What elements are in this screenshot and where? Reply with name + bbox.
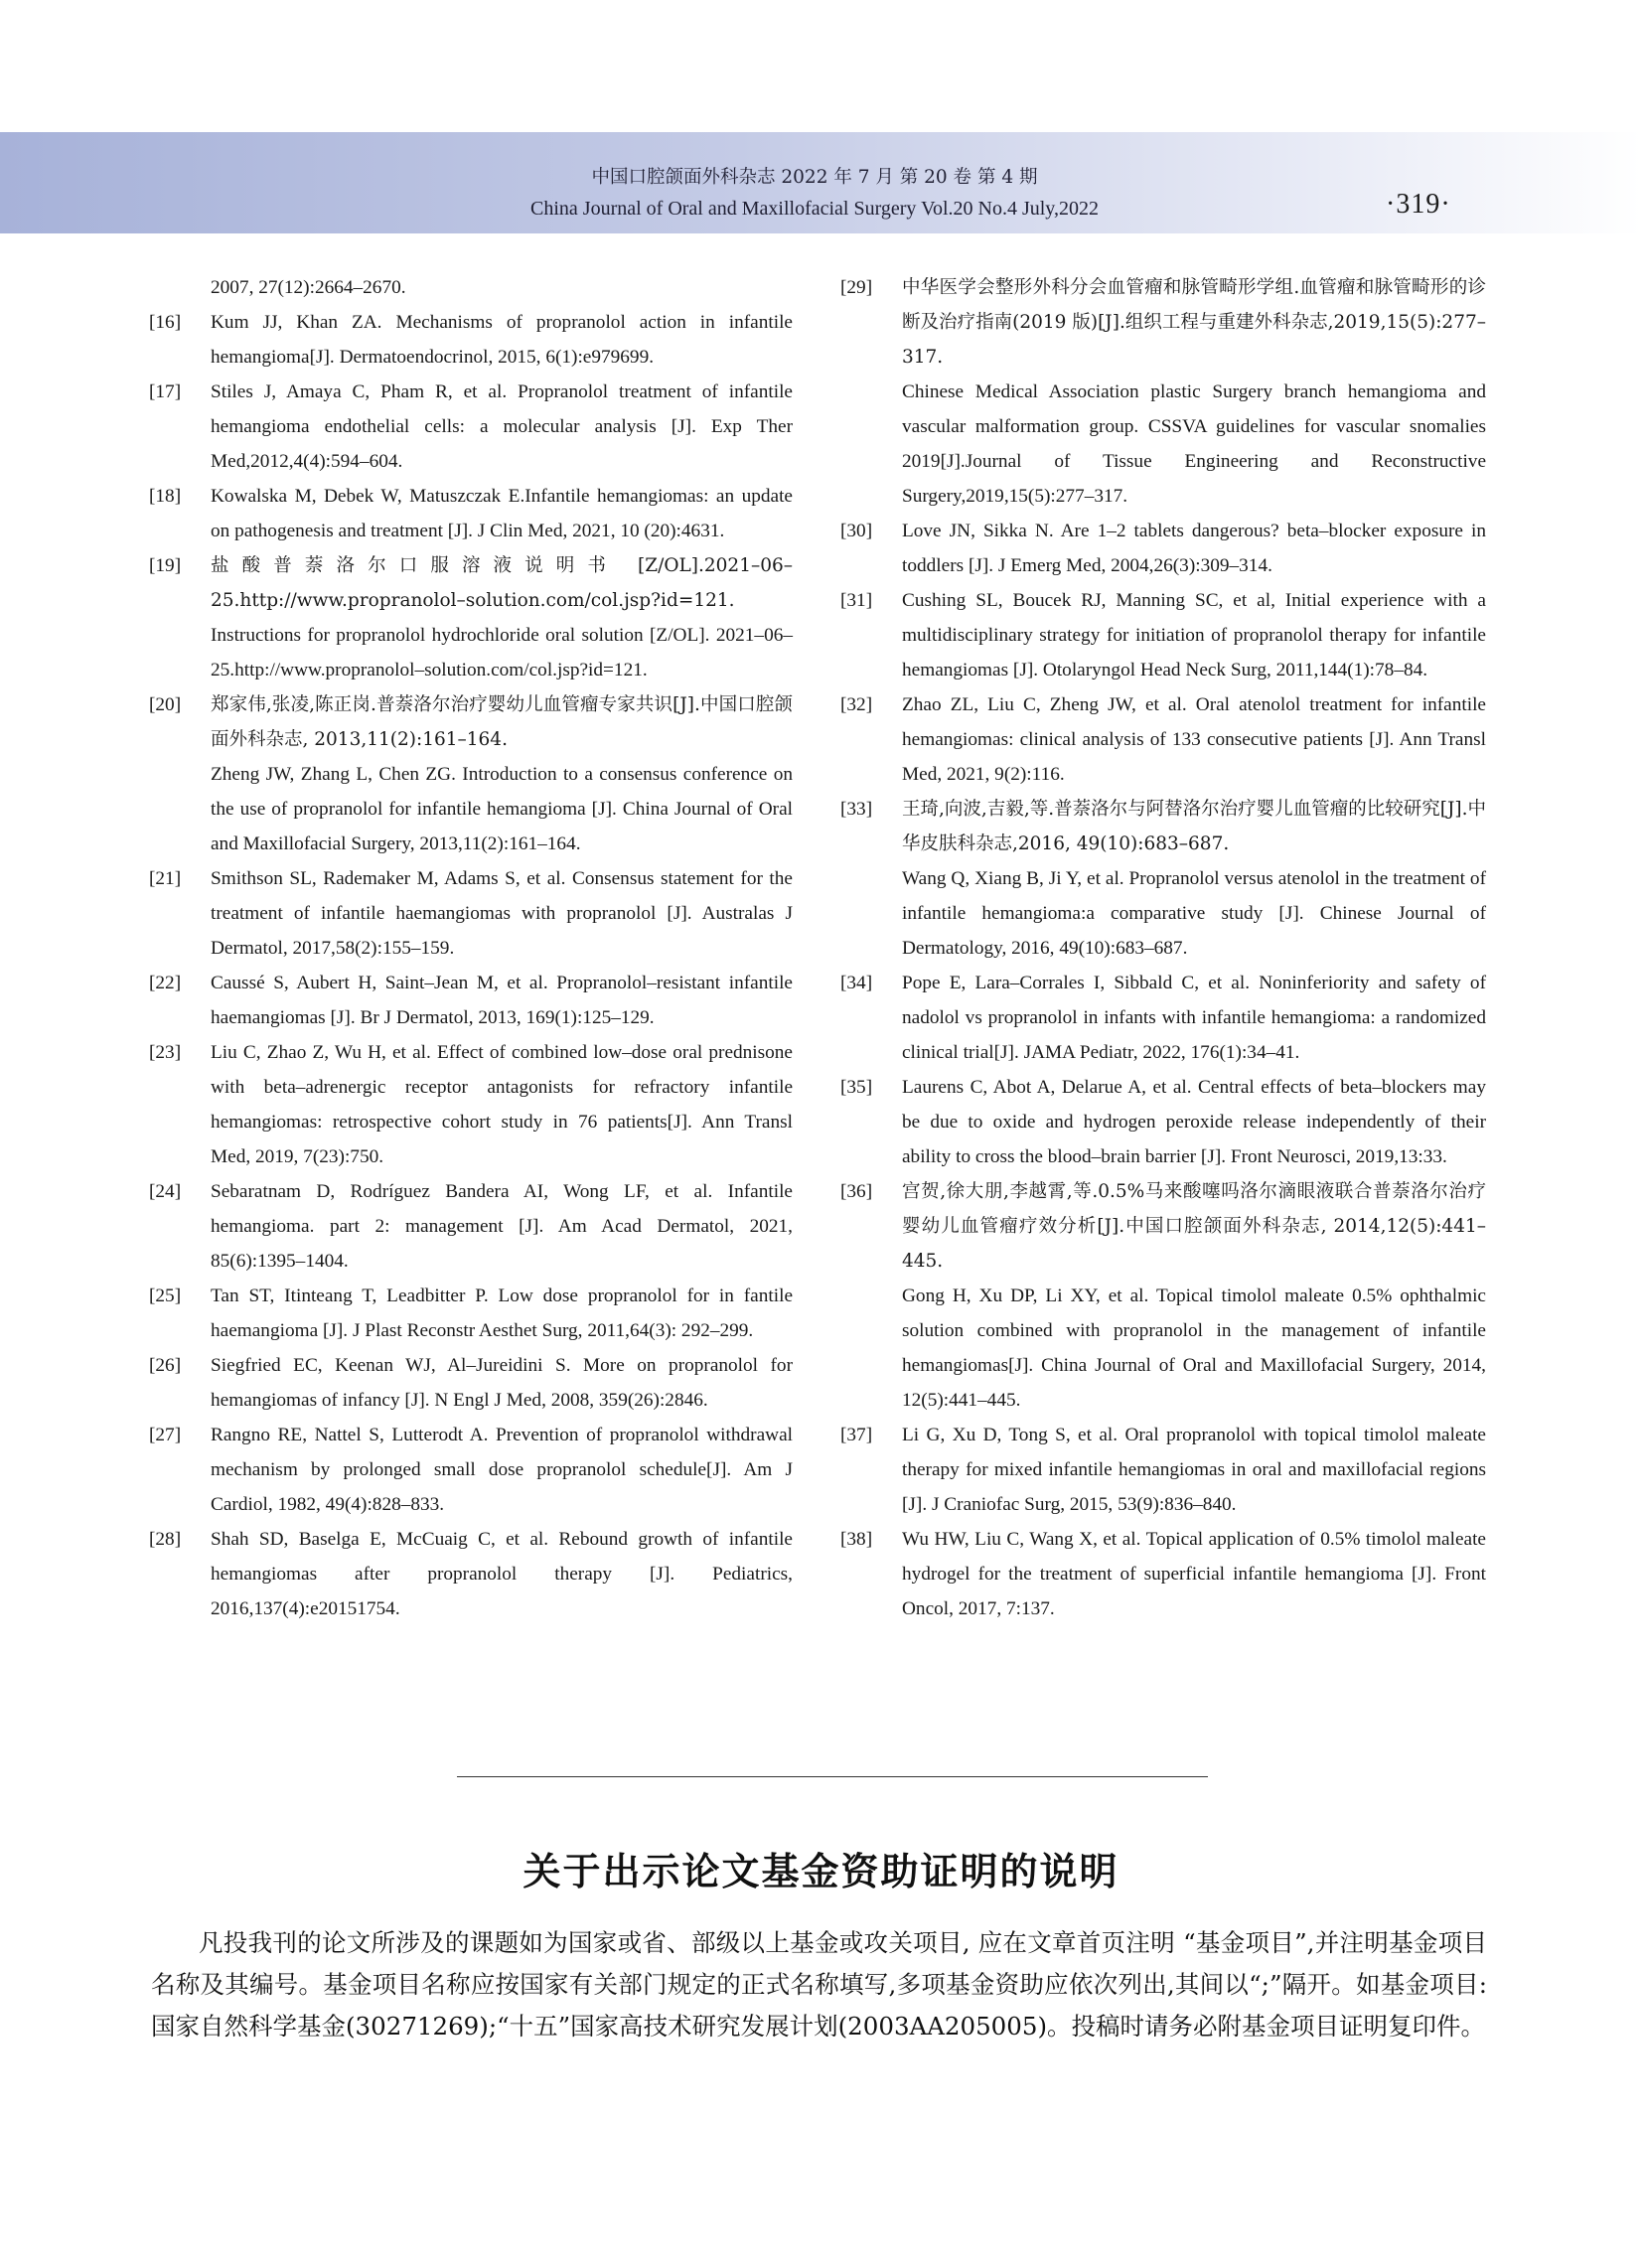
reference-column-right	[840, 270, 1486, 1626]
notice-body: 凡投我刊的论文所涉及的课题如为国家或省、部级以上基金或攻关项目, 应在文章首页注明 “基金项目”,并注明基金项目名称及其编号。基金项目名称应按国家有关部门规定的正式名称填写,多项基金资助应依次列出,其间以“;”隔开。如基金项目:国家自然科学基金(30271269);“十五”国家高技术研究发展计划(2003AA205005)。投稿时请务必附基金项目证明复印件。	[151, 1928, 1487, 2041]
reference-item	[840, 687, 1486, 792]
reference-number: [17]	[149, 381, 182, 402]
journal-title-en: China Journal of Oral and Maxillofacial Surgery Vol.20 No.4 July,2022	[530, 198, 1099, 220]
reference-number: [37]	[840, 1425, 873, 1445]
reference-number: [31]	[840, 590, 873, 611]
reference-text: Caussé S, Aubert H, Saint–Jean M, et al. Propranolol–resistant infantile haemangiomas [J]. Br J Dermatol, 2013, 169(1):125–129.	[211, 973, 793, 1028]
reference-text: Siegfried EC, Keenan WJ, Al–Jureidini S. More on propranolol for hemangiomas of infancy [J]. N Engl J Med, 2008, 359(26):2846.	[211, 1355, 793, 1411]
reference-number: [32]	[840, 694, 873, 715]
reference-item	[149, 479, 793, 548]
reference-item	[149, 687, 793, 861]
reference-item	[149, 1279, 793, 1348]
reference-item	[840, 1418, 1486, 1522]
page-number: ·319·	[1386, 189, 1451, 220]
section-divider	[457, 1776, 1208, 1777]
reference-item	[149, 305, 793, 375]
reference-number: [21]	[149, 868, 182, 889]
reference-item	[149, 1418, 793, 1522]
reference-number: [25]	[149, 1285, 182, 1306]
reference-item	[149, 548, 793, 687]
reference-item	[149, 861, 793, 966]
reference-text: Liu C, Zhao Z, Wu H, et al. Effect of combined low–dose oral prednisone with beta–adrenergic receptor antagonists for refractory infantile hemangiomas: retrospective cohort study in 76 patients[J]. Ann Transl Med, 2019, 7(23):750.	[211, 1042, 793, 1167]
reference-translation: Zheng JW, Zhang L, Chen ZG. Introduction to a consensus conference on the use of propranolol for infantile hemangioma [J]. China Journal of Oral and Maxillofacial Surgery, 2013,11(2):161–164.	[211, 764, 793, 854]
reference-text: Cushing SL, Boucek RJ, Manning SC, et al, Initial experience with a multidisciplinary strategy for initiation of propranolol therapy for infantile hemangiomas [J]. Otolaryngol Head Neck Surg, 2011,144(1):78–84.	[902, 590, 1486, 680]
journal-title-cn: 中国口腔颌面外科杂志 2022 年 7 月 第 20 卷 第 4 期	[591, 167, 1038, 188]
reference-item	[149, 966, 793, 1035]
reference-text: Tan ST, Itinteang T, Leadbitter P. Low dose propranolol for in fantile haemangioma [J]. J Plast Reconstr Aesthet Surg, 2011,64(3): 292–299.	[211, 1285, 793, 1341]
reference-text: 宫贺,徐大朋,李越霄,等.0.5%马来酸噻吗洛尔滴眼液联合普萘洛尔治疗婴幼儿血管瘤疗效分析[J].中国口腔颌面外科杂志, 2014,12(5):441–445.	[902, 1181, 1486, 1272]
reference-continuation: 2007, 27(12):2664–2670.	[211, 277, 406, 298]
reference-text: 中华医学会整形外科分会血管瘤和脉管畸形学组.血管瘤和脉管畸形的诊断及治疗指南(2019 版)[J].组织工程与重建外科杂志,2019,15(5):277–317.	[902, 277, 1486, 368]
reference-item	[840, 1522, 1486, 1626]
reference-text: Laurens C, Abot A, Delarue A, et al. Central effects of beta–blockers may be due to oxide and hydrogen peroxide release independently of their ability to cross the blood–brain barrier [J]. Front Neurosci, 2019,13:33.	[902, 1077, 1486, 1167]
reference-text: Wu HW, Liu C, Wang X, et al. Topical application of 0.5% timolol maleate hydrogel for the treatment of superficial infantile hemangioma [J]. Front Oncol, 2017, 7:137.	[902, 1529, 1486, 1619]
reference-text: Sebaratnam D, Rodríguez Bandera AI, Wong LF, et al. Infantile hemangioma. part 2: management [J]. Am Acad Dermatol, 2021, 85(6):1395–1404.	[211, 1181, 793, 1272]
reference-text: 郑家伟,张凌,陈正岗.普萘洛尔治疗婴幼儿血管瘤专家共识[J].中国口腔颌面外科杂志, 2013,11(2):161–164.	[211, 694, 793, 750]
notice-title: 关于出示论文基金资助证明的说明	[522, 1850, 1120, 1893]
reference-item	[149, 375, 793, 479]
reference-text: Kum JJ, Khan ZA. Mechanisms of propranolol action in infantile hemangioma[J]. Dermatoendocrinol, 2015, 6(1):e979699.	[211, 312, 793, 368]
reference-number: [27]	[149, 1425, 182, 1445]
reference-text: Shah SD, Baselga E, McCuaig C, et al. Rebound growth of infantile hemangiomas after propranolol therapy [J]. Pediatrics, 2016,137(4):e20151754.	[211, 1529, 793, 1619]
reference-item	[840, 966, 1486, 1070]
reference-translation: Chinese Medical Association plastic Surgery branch hemangioma and vascular malformation group. CSSVA guidelines for vascular snomalies 2019[J].Journal of Tissue Engineering and Reconstructive Surgery,2019,15(5):277–317.	[902, 381, 1486, 507]
reference-item	[149, 1035, 793, 1174]
running-header	[457, 165, 1172, 223]
reference-number: [30]	[840, 521, 873, 541]
reference-text: Smithson SL, Rademaker M, Adams S, et al. Consensus statement for the treatment of infantile haemangiomas with propranolol [J]. Australas J Dermatol, 2017,58(2):155–159.	[211, 868, 793, 959]
reference-number: [38]	[840, 1529, 873, 1550]
reference-item	[149, 1174, 793, 1279]
reference-text: Love JN, Sikka N. Are 1–2 tablets dangerous? beta–blocker exposure in toddlers [J]. J Emerg Med, 2004,26(3):309–314.	[902, 521, 1486, 576]
reference-item	[149, 1522, 793, 1626]
reference-number: [33]	[840, 799, 873, 820]
reference-text: Zhao ZL, Liu C, Zheng JW, et al. Oral atenolol treatment for infantile hemangiomas: clinical analysis of 133 consecutive patients [J]. Ann Transl Med, 2021, 9(2):116.	[902, 694, 1486, 785]
reference-text: Pope E, Lara–Corrales I, Sibbald C, et al. Noninferiority and safety of nadolol vs propranolol in infants with infantile hemangioma: a randomized clinical trial[J]. JAMA Pediatr, 2022, 176(1):34–41.	[902, 973, 1486, 1063]
reference-number: [35]	[840, 1077, 873, 1098]
reference-item	[840, 514, 1486, 583]
reference-text: Li G, Xu D, Tong S, et al. Oral propranolol with topical timolol maleate therapy for mixed infantile hemangiomas in oral and maxillofacial regions [J]. J Craniofac Surg, 2015, 53(9):836–840.	[902, 1425, 1486, 1515]
reference-item	[840, 792, 1486, 966]
reference-text: Stiles J, Amaya C, Pham R, et al. Propranolol treatment of infantile hemangioma endothelial cells: a molecular analysis [J]. Exp Ther Med,2012,4(4):594–604.	[211, 381, 793, 472]
reference-item	[840, 1070, 1486, 1174]
reference-number: [23]	[149, 1042, 182, 1063]
reference-number: [28]	[149, 1529, 182, 1550]
reference-number: [20]	[149, 694, 182, 715]
reference-number: [18]	[149, 486, 182, 507]
reference-number: [16]	[149, 312, 182, 333]
reference-translation: Wang Q, Xiang B, Ji Y, et al. Propranolol versus atenolol in the treatment of infantile hemangioma:a comparative study [J]. Chinese Journal of Dermatology, 2016, 49(10):683–687.	[902, 868, 1486, 959]
reference-translation: Gong H, Xu DP, Li XY, et al. Topical timolol maleate 0.5% ophthalmic solution combined with propranolol in the management of infantile hemangiomas[J]. China Journal of Oral and Maxillofacial Surgery, 2014, 12(5):441–445.	[902, 1285, 1486, 1411]
reference-item	[840, 270, 1486, 514]
reference-text: 盐酸普萘洛尔口服溶液说明书 [Z/OL].2021–06–25.http://www.propranolol–solution.com/col.jsp?id=121.	[211, 555, 793, 611]
reference-number: [24]	[149, 1181, 182, 1202]
reference-item	[840, 1174, 1486, 1418]
reference-number: [29]	[840, 277, 873, 298]
reference-number: [26]	[149, 1355, 182, 1376]
reference-number: [34]	[840, 973, 873, 993]
reference-column-left	[149, 270, 793, 1626]
reference-number: [19]	[149, 555, 182, 576]
reference-number: [36]	[840, 1181, 873, 1202]
reference-item	[149, 1348, 793, 1418]
reference-text: 王琦,向波,吉毅,等.普萘洛尔与阿替洛尔治疗婴儿血管瘤的比较研究[J].中华皮肤科杂志,2016, 49(10):683–687.	[902, 799, 1486, 854]
reference-translation: Instructions for propranolol hydrochloride oral solution [Z/OL]. 2021–06–25.http://www.propranolol–solution.com/col.jsp?id=121.	[211, 625, 793, 680]
reference-item	[840, 583, 1486, 687]
reference-number: [22]	[149, 973, 182, 993]
reference-text: Rangno RE, Nattel S, Lutterodt A. Prevention of propranolol withdrawal mechanism by prolonged small dose propranolol schedule[J]. Am J Cardiol, 1982, 49(4):828–833.	[211, 1425, 793, 1515]
reference-text: Kowalska M, Debek W, Matuszczak E.Infantile hemangiomas: an update on pathogenesis and treatment [J]. J Clin Med, 2021, 10 (20):4631.	[211, 486, 793, 541]
